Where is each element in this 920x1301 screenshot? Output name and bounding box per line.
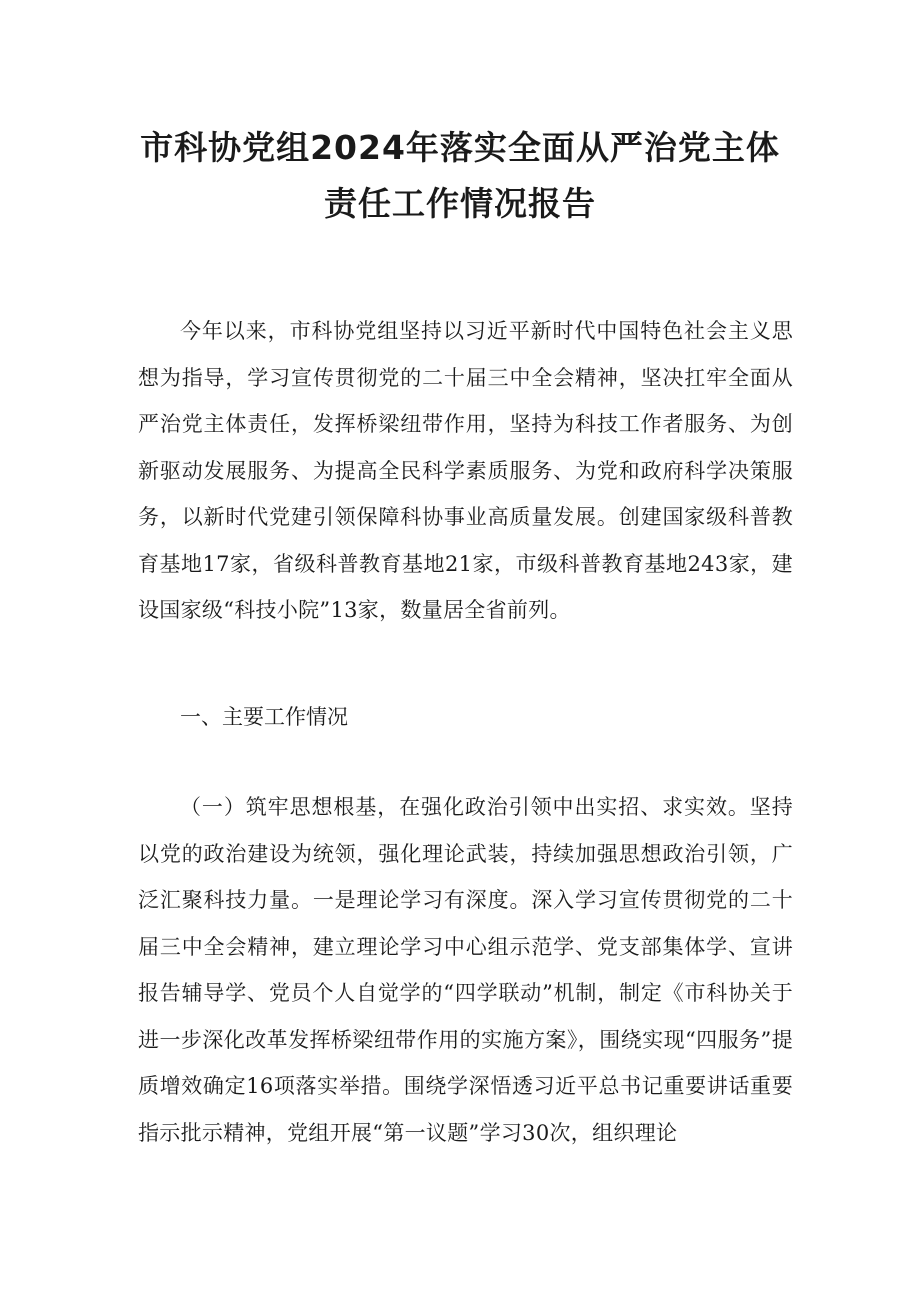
intro-paragraph: 今年以来，市科协党组坚持以习近平新时代中国特色社会主义思想为指导，学习宣传贯彻党的二十届三中全会精神，坚决扛牢全面从严治党主体责任，发挥桥梁纽带作用，坚持为科技工作者服务、为创新驱动发展服务、为提高全民科学素质服务、为党和政府科学决策服务，以新时代党建引领保障科协事业高质量发展。创建国家级科普教育基地17家，省级科普教育基地21家，市级科普教育基地243家，建设国家级“科技小院”13家，数量居全省前列。 <box>138 319 793 622</box>
document-title-line-1: 市科协党组2024年落实全面从严治党主体 <box>140 128 780 167</box>
section-heading: 一、主要工作情况 <box>180 705 348 729</box>
document-title-line-2: 责任工作情况报告 <box>324 184 596 223</box>
body-paragraph: （一）筑牢思想根基，在强化政治引领中出实招、求实效。坚持以党的政治建设为统领，强化理论武装，持续加强思想政治引领，广泛汇聚科技力量。一是理论学习有深度。深入学习宣传贯彻党的二十届三中全会精神，建立理论学习中心组示范学、党支部集体学、宣讲报告辅导学、党员个人自觉学的“四学联动”机制，制定《市科协关于进一步深化改革发挥桥梁纽带作用的实施方案》，围绕实现“四服务”提质增效确定16项落实举措。围绕学深悟透习近平总书记重要讲话重要指示批示精神，党组开展“第一议题”学习30次，组织理论 <box>138 795 793 1145</box>
